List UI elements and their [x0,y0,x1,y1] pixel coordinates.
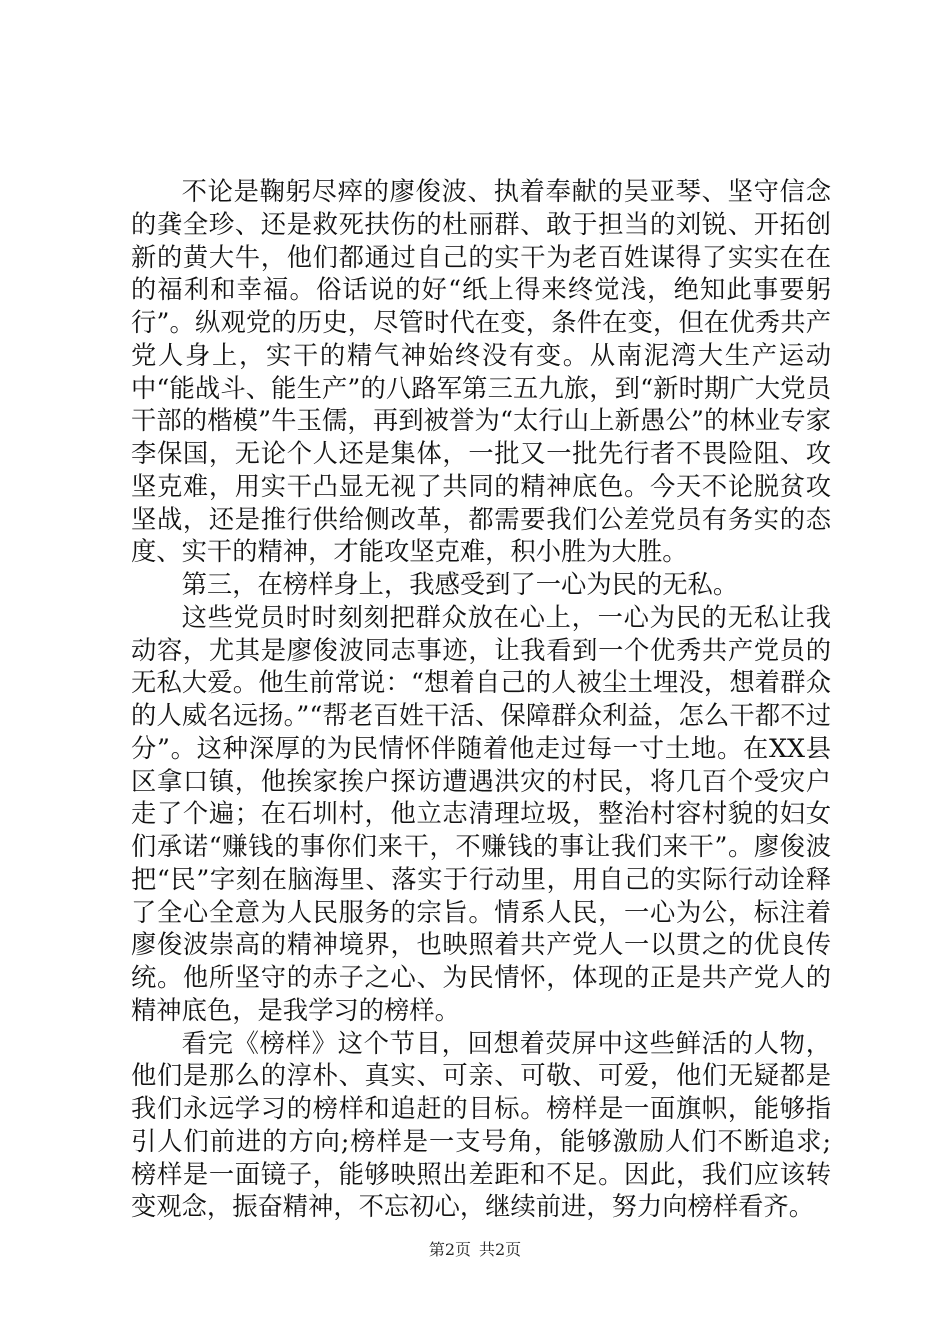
paragraph-conclusion: 看完《榜样》这个节目，回想着荧屏中这些鲜活的人物，他们是那么的淳朴、真实、可亲、可敬、可爱，他们无疑都是我们永远学习的榜样和追赶的目标。榜样是一面旗帜，能够指引人们前进的方向;榜样是一支号角，能够激励人们不断追求;榜样是一面镜子，能够映照出差距和不足。因此，我们应该转变观念，振奋精神，不忘初心，继续前进，努力向榜样看齐。 [131,1028,831,1222]
page-footer [0,1240,950,1260]
document-body [131,176,831,1224]
page-number: 第2页 [428,1240,471,1259]
paragraph-exemplars-practical: 不论是鞠躬尽瘁的廖俊波、执着奉献的吴亚琴、坚守信念的龚全珍、还是救死扶伤的杜丽群、敢于担当的刘锐、开拓创新的黄大牛，他们都通过自己的实干为老百姓谋得了实实在在的福利和幸福。俗话说的好“纸上得来终觉浅，绝知此事要躬行”。纵观党的历史，尽管时代在变，条件在变，但在优秀共产党人身上，实干的精气神始终没有变。从南泥湾大生产运动中“能战斗、能生产”的八路军第三五九旅，到“新时期广大党员干部的楷模”牛玉儒，再到被誉为“太行山上新愚公”的林业专家李保国，无论个人还是集体，一批又一批先行者不畏险阻、攻坚克难，用实干凸显无视了共同的精神底色。今天不论脱贫攻坚战，还是推行供给侧改革，都需要我们公差党员有务实的态度、实干的精神，才能攻坚克难，积小胜为大胜。 [131,177,831,567]
paragraph-heading-third: 第三，在榜样身上，我感受到了一心为民的无私。 [181,570,739,599]
page-total: 共2页 [479,1240,522,1259]
paragraph-selfless-service: 这些党员时时刻刻把群众放在心上，一心为民的无私让我动容，尤其是廖俊波同志事迹，让我看到一个优秀共产党员的无私大爱。他生前常说：“想着自己的人被尘土埋没，想着群众的人威名远扬。”“帮老百姓干活、保障群众利益，怎么干都不过分”。这种深厚的为民情怀伴随着他走过每一寸土地。在XX县区拿口镇，他挨家挨户探访遭遇洪灾的村民，将几百个受灾户走了个遍；在石圳村，他立志清理垃圾，整治村容村貌的妇女们承诺“赚钱的事你们来干，不赚钱的事让我们来干”。廖俊波把“民”字刻在脑海里、落实于行动里，用自己的实际行动诠释了全心全意为人民服务的宗旨。情系人民，一心为公，标注着廖俊波崇高的精神境界，也映照着共产党人一以贯之的优良传统。他所坚守的赤子之心、为民情怀，体现的正是共产党人的精神底色，是我学习的榜样。 [131,602,831,1025]
